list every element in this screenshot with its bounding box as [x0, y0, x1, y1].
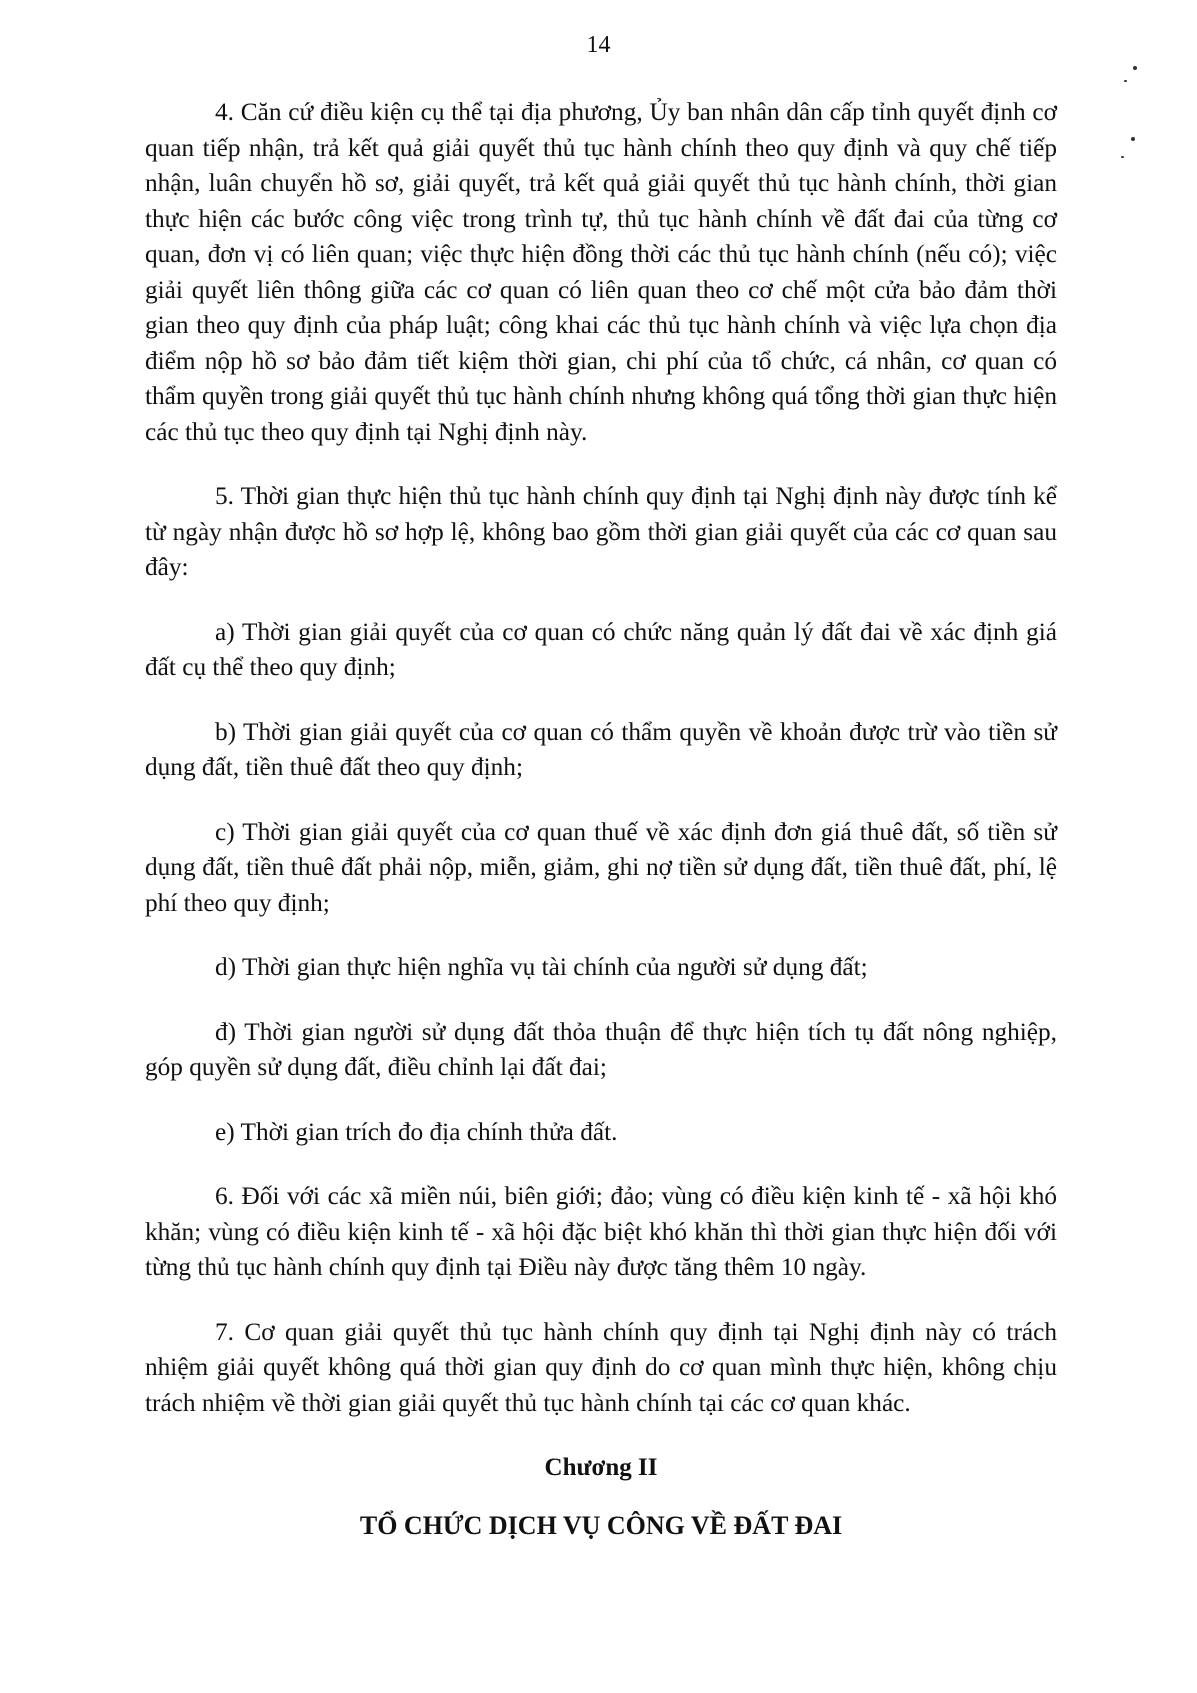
scan-speck — [1133, 66, 1137, 70]
paragraph-point-dd: đ) Thời gian người sử dụng đất thỏa thuận để thực hiện tích tụ đất nông nghiệp, góp quyền sử dụng đất, điều chỉnh lại đất đai; — [145, 1017, 1057, 1081]
paragraph-clause-5: 5. Thời gian thực hiện thủ tục hành chính quy định tại Nghị định này được tính kể từ ngày nhận được hồ sơ hợp lệ, không bao gồm thời gian giải quyết của các cơ quan sau đây: — [145, 482, 1057, 581]
page-number: 14 — [586, 32, 611, 58]
paragraph-clause-4: 4. Căn cứ điều kiện cụ thể tại địa phương, Ủy ban nhân dân cấp tỉnh quyết định cơ quan tiếp nhận, trả kết quả giải quyết thủ tục hành chính theo quy định và quy chế tiếp nhận, luân chuyển hồ sơ, giải quyết, trả kết quả giải quyết thủ tục hành chính, thời gian thực hiện các bước công việc trong trình tự, thủ tục hành chính về đất đai của từng cơ quan, đơn vị có liên quan; việc thực hiện đồng thời các thủ tục hành chính (nếu có); việc giải quyết liên thông giữa các cơ quan có liên quan theo cơ chế một cửa bảo đảm thời gian theo quy định của pháp luật; công khai các thủ tục hành chính và việc lựa chọn địa điểm nộp hồ sơ bảo đảm tiết kiệm thời gian, chi phí của tổ chức, cá nhân, cơ quan có thẩm quyền trong giải quyết thủ tục hành chính nhưng không quá tổng thời gian thực hiện các thủ tục theo quy định tại Nghị định này. — [145, 98, 1057, 446]
paragraph-clause-6: 6. Đối với các xã miền núi, biên giới; đảo; vùng có điều kiện kinh tế - xã hội khó khăn; vùng có điều kiện kinh tế - xã hội đặc biệt khó khăn thì thời gian thực hiện đối với từng thủ tục hành chính quy định tại Điều này được tăng thêm 10 ngày. — [145, 1182, 1057, 1281]
chapter-title: TỔ CHỨC DỊCH VỤ CÔNG VỀ ĐẤT ĐAI — [359, 1511, 843, 1540]
paragraph-point-c: c) Thời gian giải quyết của cơ quan thuế về xác định đơn giá thuê đất, số tiền sử dụng đất, tiền thuê đất phải nộp, miễn, giảm, ghi nợ tiền sử dụng đất, tiền thuê đất, phí, lệ phí theo quy định; — [145, 817, 1057, 917]
chapter-label: Chương II — [544, 1454, 658, 1481]
paragraph-point-e: e) Thời gian trích đo địa chính thửa đất. — [215, 1117, 618, 1146]
scan-speck — [1131, 137, 1135, 141]
scan-speck — [1124, 80, 1127, 82]
paragraph-clause-7: 7. Cơ quan giải quyết thủ tục hành chính quy định tại Nghị định này có trách nhiệm giải quyết không quá thời gian quy định do cơ quan mình thực hiện, không chịu trách nhiệm về thời gian giải quyết thủ tục hành chính tại các cơ quan khác. — [145, 1317, 1057, 1417]
paragraph-point-d: d) Thời gian thực hiện nghĩa vụ tài chính của người sử dụng đất; — [215, 953, 868, 981]
document-body — [145, 95, 1057, 1544]
paragraph-point-b: b) Thời gian giải quyết của cơ quan có thẩm quyền về khoản được trừ vào tiền sử dụng đất, tiền thuê đất theo quy định; — [145, 717, 1057, 781]
paragraph-point-a: a) Thời gian giải quyết của cơ quan có chức năng quản lý đất đai về xác định giá đất cụ thể theo quy định; — [145, 617, 1057, 681]
scan-speck — [1121, 156, 1124, 158]
